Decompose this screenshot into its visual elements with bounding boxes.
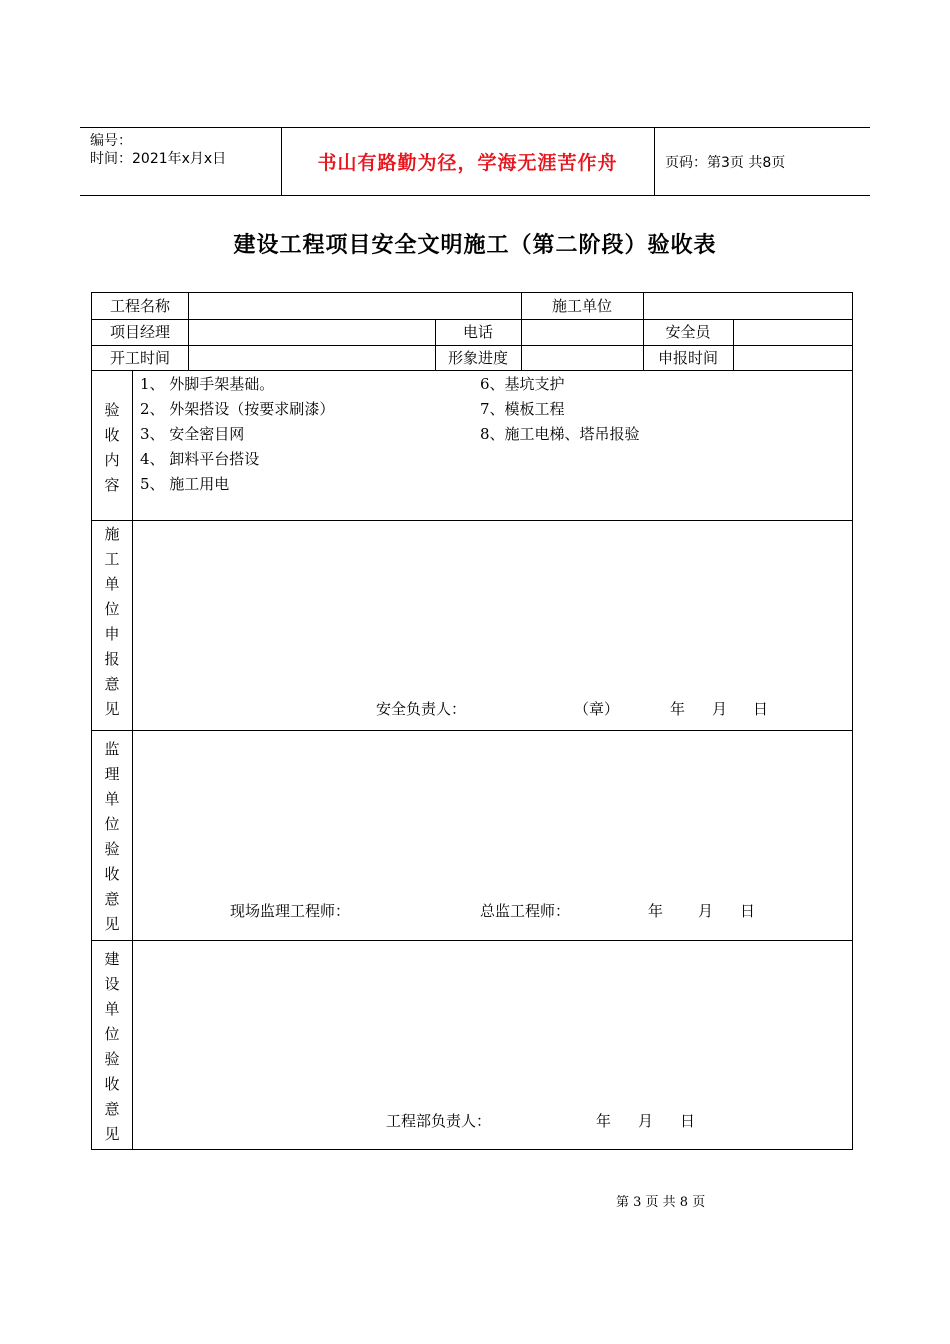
owner-opinion-label: 建 设 单 位 验 收 意 见 [104, 950, 120, 1143]
inspection-item: 8、施工电梯、塔吊报验 [480, 425, 640, 443]
page-info: 页码：第3页 共8页 [665, 155, 786, 171]
date-line: 时间：2021年x月x日 [90, 151, 227, 167]
code-label: 编号： [90, 133, 132, 149]
inspection-item: 1、 外脚手架基础。 [140, 375, 275, 393]
safety-signer-label: 安全负责人： [376, 700, 467, 718]
month-label: 月 [698, 902, 714, 920]
page-title: 建设工程项目安全文明施工（第二阶段）验收表 [233, 232, 717, 258]
inspection-item: 4、 卸料平台搭设 [140, 450, 260, 468]
header-meta [80, 128, 282, 195]
page-footer: 第 3 页 共 8 页 [616, 1195, 706, 1210]
motto: 书山有路勤为径，学海无涯苦作舟 [317, 152, 618, 174]
inspection-item: 3、 安全密目网 [140, 425, 245, 443]
day-label: 日 [680, 1112, 696, 1130]
col-divider [733, 319, 734, 370]
progress-label: 形象进度 [447, 349, 508, 367]
row-divider [92, 940, 852, 941]
inspection-form [91, 292, 853, 1150]
row-divider [92, 520, 852, 521]
construction-unit-label: 施工单位 [551, 297, 612, 315]
document-header [80, 127, 870, 196]
day-label: 日 [740, 902, 756, 920]
inspection-item: 5、 施工用电 [140, 475, 230, 493]
site-engineer-label: 现场监理工程师： [230, 902, 351, 920]
start-time-label: 开工时间 [109, 349, 170, 367]
year-label: 年 [648, 902, 664, 920]
col-divider [188, 293, 189, 370]
inspection-item: 7、模板工程 [480, 400, 565, 418]
row-divider [92, 730, 852, 731]
construction-opinion-label: 施 工 单 位 申 报 意 见 [104, 525, 120, 718]
supervision-opinion-label: 监 理 单 位 验 收 意 见 [104, 740, 120, 933]
inspection-label: 验 收 内 容 [104, 401, 120, 494]
inspection-item: 2、 外架搭设（按要求刷漆） [140, 400, 335, 418]
chief-engineer-label: 总监工程师： [480, 902, 571, 920]
report-time-label: 申报时间 [657, 349, 718, 367]
phone-label: 电话 [462, 323, 493, 341]
header-page-cell [655, 128, 870, 195]
year-label: 年 [596, 1112, 612, 1130]
project-name-label: 工程名称 [109, 297, 170, 315]
day-label: 日 [753, 700, 769, 718]
dept-signer-label: 工程部负责人： [386, 1112, 492, 1130]
month-label: 月 [638, 1112, 654, 1130]
year-label: 年 [670, 700, 686, 718]
seal-label: （章） [574, 700, 620, 718]
project-manager-label: 项目经理 [109, 323, 170, 341]
inspection-item: 6、基坑支护 [480, 375, 565, 393]
label-col-divider [132, 370, 133, 1149]
month-label: 月 [712, 700, 728, 718]
safety-officer-label: 安全员 [665, 323, 711, 341]
header-motto-cell [281, 128, 655, 195]
